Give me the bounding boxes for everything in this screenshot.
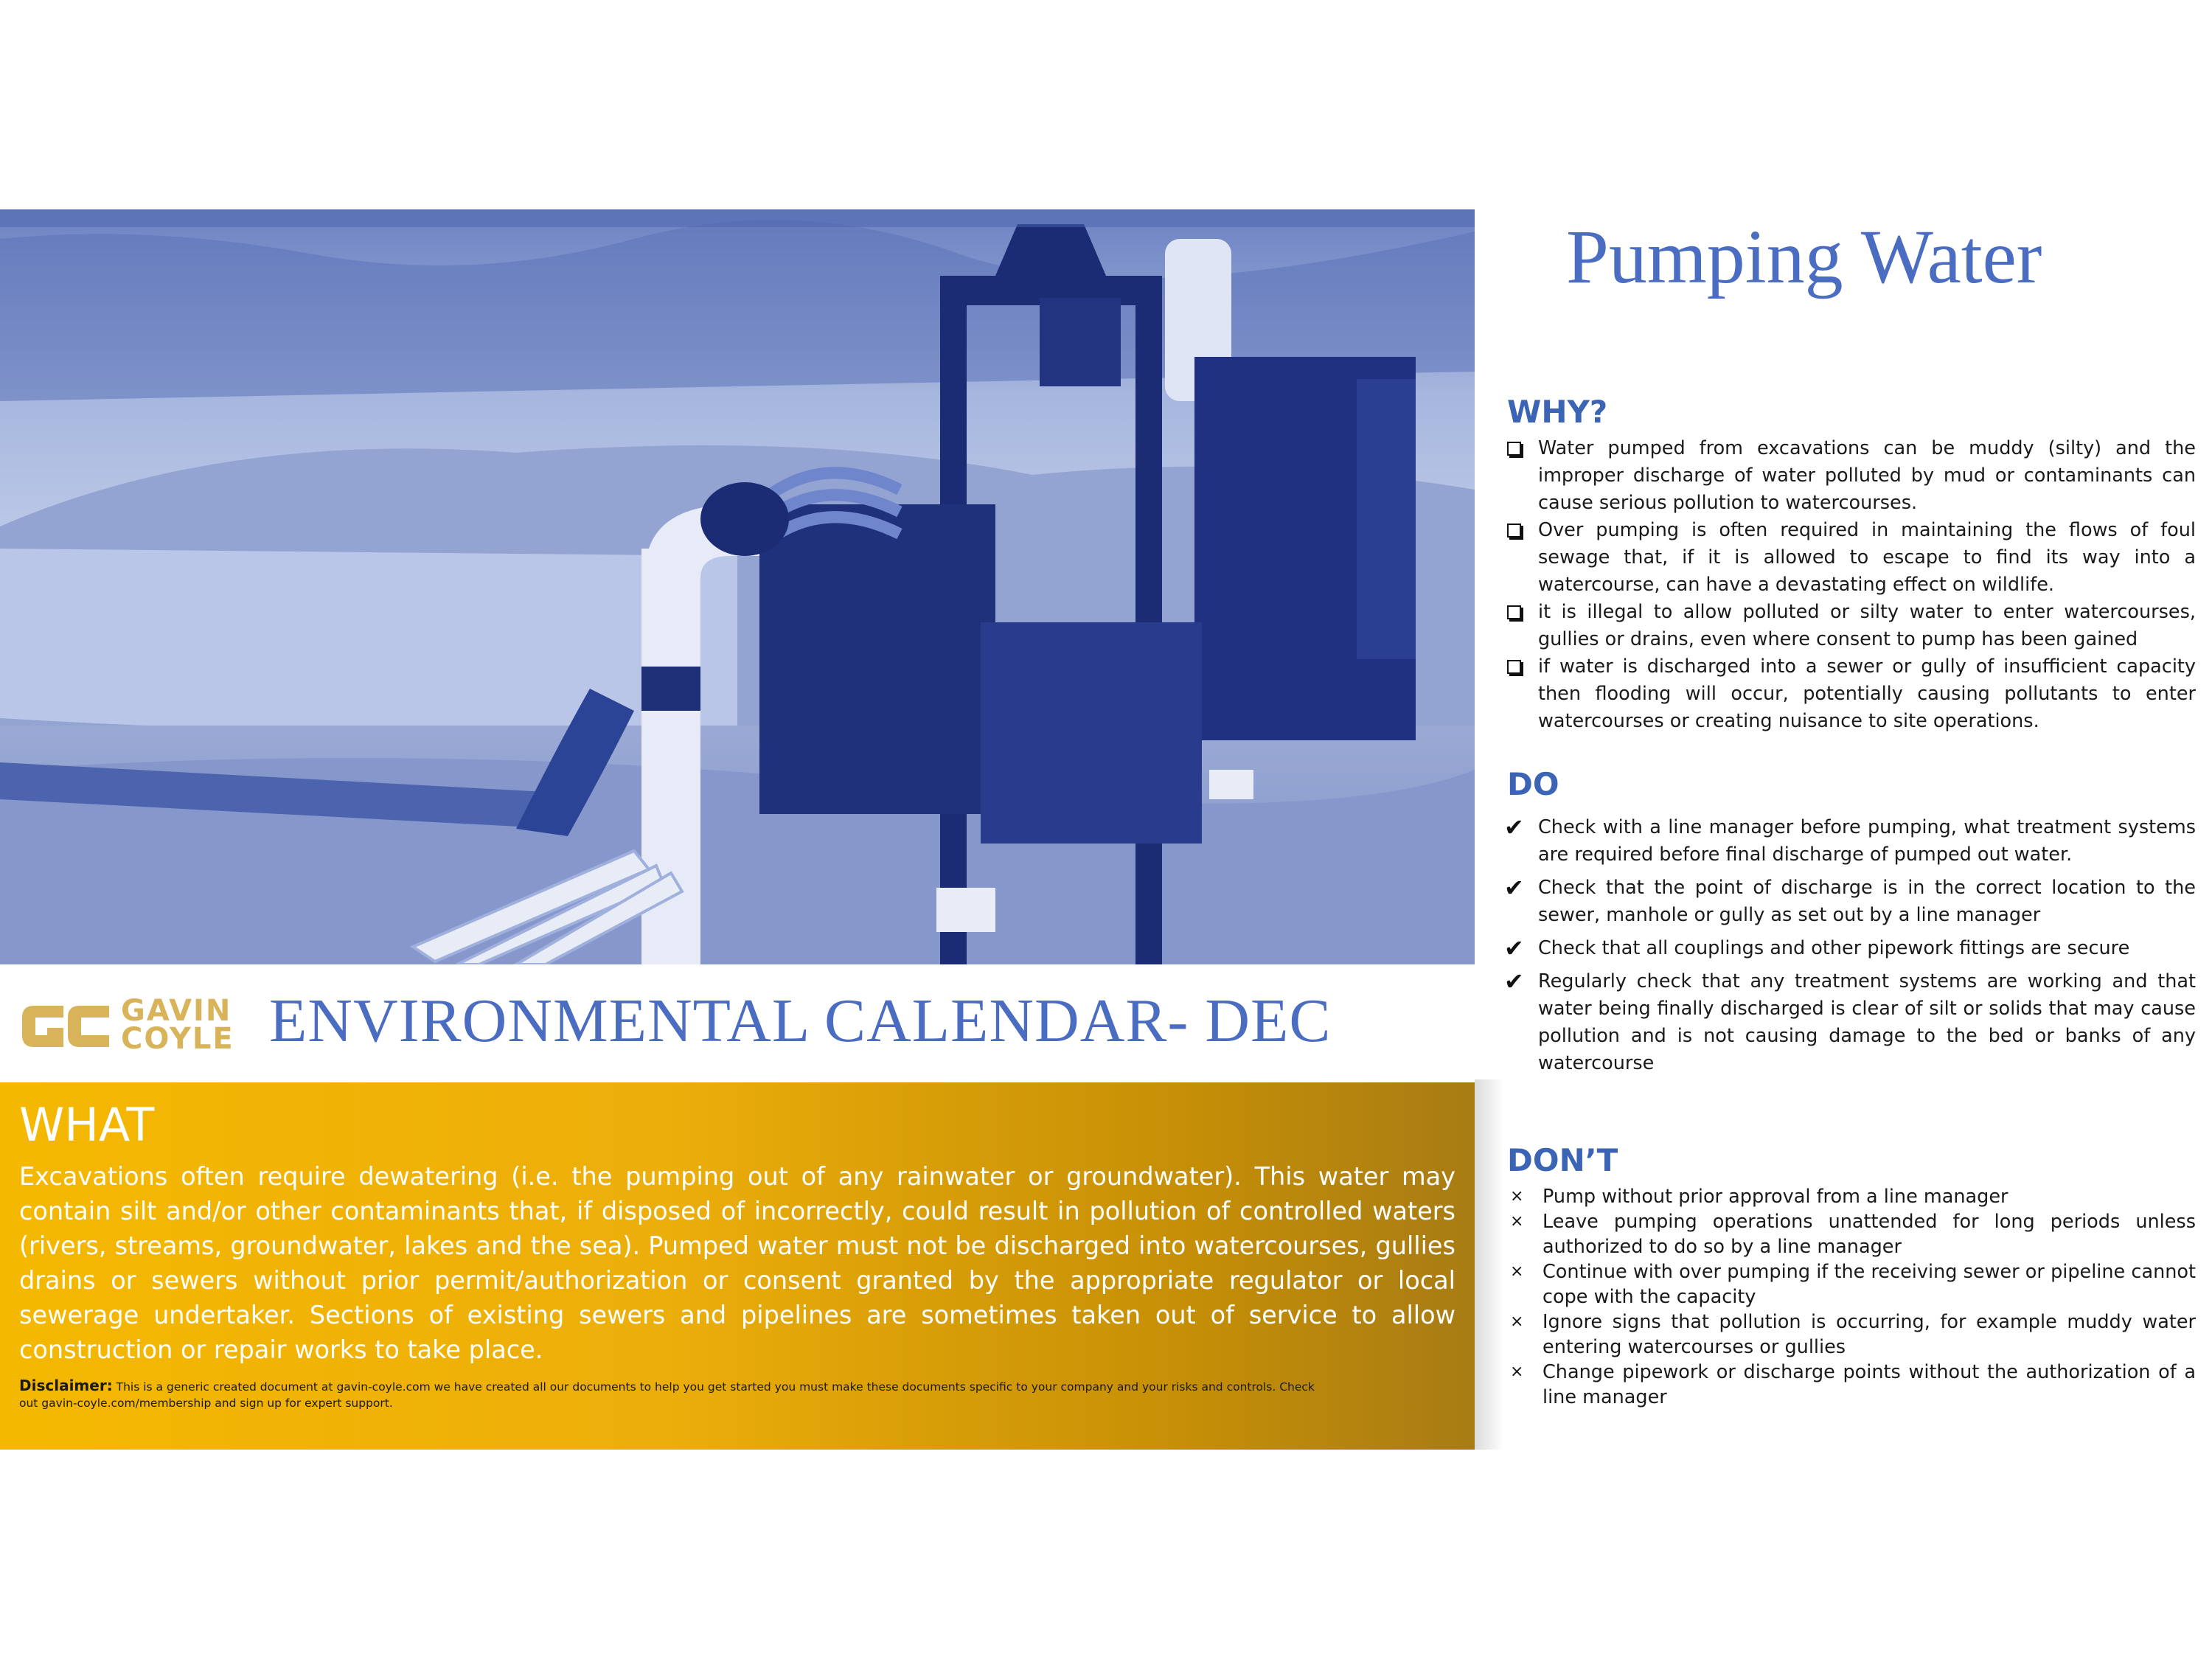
cross-icon: × bbox=[1510, 1187, 1524, 1206]
checkbox-bullet-icon bbox=[1507, 442, 1521, 456]
right-column bbox=[1475, 209, 2212, 1450]
list-item: if water is discharged into a sewer or gully of insufficient capacity then flooding will occur, potentially causing pollutants to enter watercourses or creating nuisance to site operations. bbox=[1504, 653, 2196, 735]
list-item: × Pump without prior approval from a line manager bbox=[1510, 1186, 2008, 1208]
slide bbox=[0, 209, 2212, 1450]
why-list bbox=[1504, 435, 2196, 735]
do-heading: DO bbox=[1507, 766, 1559, 802]
do-list bbox=[1504, 814, 2196, 1083]
why-heading: WHY? bbox=[1507, 394, 1608, 430]
logo-line-1: GAVIN bbox=[121, 994, 232, 1028]
dont-list bbox=[1504, 1184, 2196, 1410]
list-item: ✔ Check with a line manager before pumping, what treatment systems are required before final discharge of pumped out water. bbox=[1504, 813, 2196, 866]
disclaimer bbox=[19, 1377, 1332, 1411]
list-item: × Leave pumping operations unattended for long periods unless authorized to do so by a line manager bbox=[1510, 1211, 2196, 1258]
disclaimer-text: This is a generic created document at gavin-coyle.com we have created all our documents to help you get started you must make these documents specific to your company and your risks and controls. Check out gavin-coyle.com/membership and sign up for expert support. bbox=[19, 1380, 1315, 1410]
logo-mark-icon bbox=[18, 995, 114, 1054]
list-item: Water pumped from excavations can be muddy (silty) and the improper discharge of water polluted by mud or contaminants can cause serious pollution to watercourses. bbox=[1504, 435, 2196, 517]
page-title: Pumping Water bbox=[1566, 215, 2042, 299]
list-item: × Ignore signs that pollution is occurring, for example muddy water entering watercourses or gullies bbox=[1510, 1311, 2196, 1358]
dont-heading: DON’T bbox=[1507, 1142, 1618, 1178]
list-item: ✔ Check that the point of discharge is in the correct location to the sewer, manhole or gully as set out by a line manager bbox=[1504, 874, 2196, 926]
what-heading: WHAT bbox=[19, 1098, 155, 1152]
what-body: Excavations often require dewatering (i.e. the pumping out of any rainwater or groundwater). This water may contain silt and/or other contaminants that, if disposed of incorrectly, could result in pollution of controlled waters (rivers, streams, groundwater, lakes and the sea). Pumped water must not be discharged into watercourses, gullies drains or sewers without prior permit/authorization or consent granted by the appropriate regulator or local sewerage undertaker. Sections of existing sewers and pipelines are sometimes taken out of service to allow construction or repair works to take place. bbox=[19, 1162, 1455, 1364]
cross-icon: × bbox=[1510, 1363, 1524, 1381]
list-item: × Change pipework or discharge points without the authorization of a line manager bbox=[1510, 1361, 2196, 1408]
cross-icon: × bbox=[1510, 1262, 1524, 1281]
list-item: Over pumping is often required in maintaining the flows of foul sewage that, if it is allowed to escape to find its way into a watercourse, can have a devastating effect on wildlife. bbox=[1504, 517, 2196, 599]
gavin-coyle-logo bbox=[18, 995, 239, 1054]
list-item: ✔ Check that all couplings and other pipework fittings are secure bbox=[1504, 934, 2130, 962]
list-item: it is illegal to allow polluted or silty water to enter watercourses, gullies or drains, even where consent to pump has been gained bbox=[1504, 599, 2196, 653]
checkmark-icon: ✔ bbox=[1504, 967, 1524, 995]
checkmark-icon: ✔ bbox=[1504, 813, 1524, 841]
checkmark-icon: ✔ bbox=[1504, 934, 1524, 962]
cross-icon: × bbox=[1510, 1212, 1524, 1231]
logo-line-2: COYLE bbox=[121, 1022, 234, 1056]
title-band bbox=[0, 964, 1475, 1082]
banner-title: ENVIRONMENTAL CALENDAR- DEC bbox=[269, 987, 1332, 1055]
checkmark-icon: ✔ bbox=[1504, 874, 1524, 902]
cross-icon: × bbox=[1510, 1312, 1524, 1331]
what-section bbox=[0, 1082, 1475, 1450]
pump-photo bbox=[0, 209, 1475, 964]
checkbox-bullet-icon bbox=[1507, 524, 1521, 538]
logo-text bbox=[121, 994, 254, 1056]
list-item: × Continue with over pumping if the receiving sewer or pipeline cannot cope with the capacity bbox=[1510, 1261, 2196, 1308]
checkbox-bullet-icon bbox=[1507, 605, 1521, 619]
checkbox-bullet-icon bbox=[1507, 660, 1521, 674]
list-item: ✔ Regularly check that any treatment systems are working and that water being finally discharged is clear of silt or solids that may cause pollution and is not causing damage to the bed or banks of any watercourse bbox=[1504, 967, 2196, 1074]
disclaimer-label: Disclaimer: bbox=[19, 1377, 113, 1394]
